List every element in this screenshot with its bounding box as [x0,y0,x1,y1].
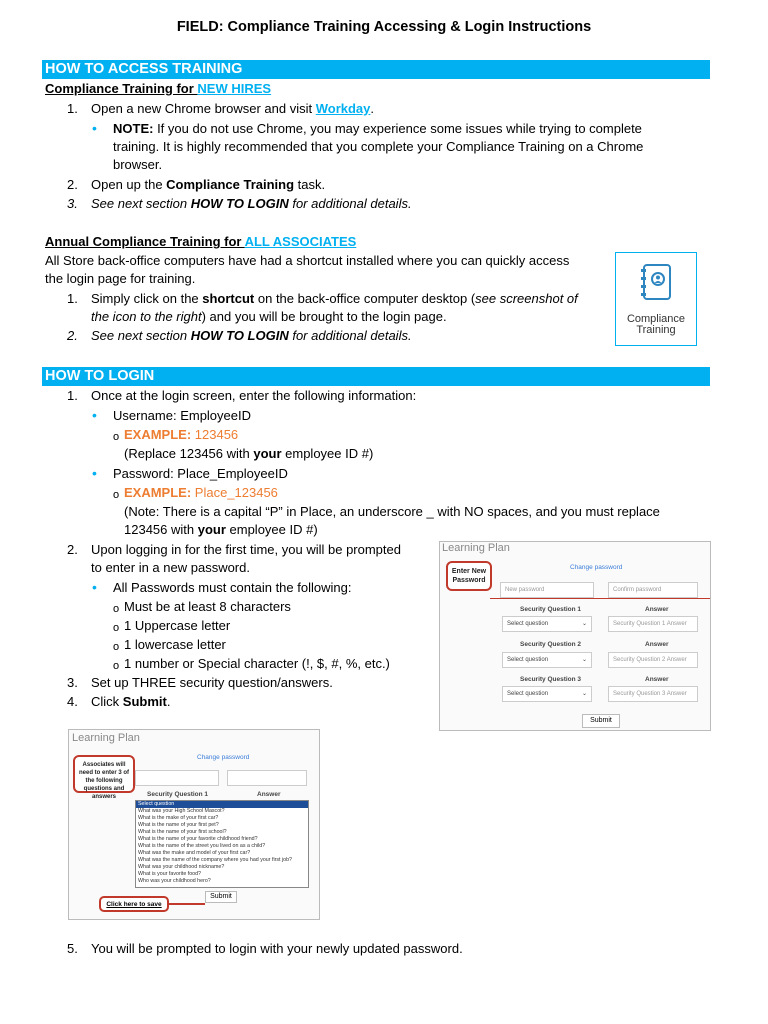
login-step-5-num: 5. [67,941,78,956]
change-password-label: Change password [570,564,623,571]
change-password-label: Change password [197,754,250,761]
password-note-2: 123456 with your employee ID #) [124,522,318,537]
login-step-3-text: Set up THREE security question/answers. [91,675,333,690]
bullet-icon: • [92,579,97,595]
question-2-select[interactable]: Select question ⌄ [502,652,592,668]
password-rules-heading: All Passwords must contain the following: [113,580,352,595]
step-1-text: Open a new Chrome browser and visit Workday. [91,101,375,116]
question-option[interactable]: What was the make and model of your first car? [138,850,251,856]
confirm-password-field[interactable] [227,770,307,786]
change-password-screenshot [439,541,711,731]
login-step-4-num: 4. [67,694,78,709]
bullet-icon: • [92,120,97,136]
question-option[interactable]: What is the name of your favorite childhood friend? [138,836,258,842]
confirm-password-field[interactable]: Confirm password [608,582,698,598]
question-option[interactable]: Who was your childhood hero? [138,878,211,884]
learning-plan-title: Learning Plan [72,732,140,744]
annual-line-1: All Store back-office computers have had a shortcut installed where you can quickly access [45,253,570,268]
answer-2-field[interactable]: Security Question 2 Answer [608,652,698,668]
login-step-2-num: 2. [67,542,78,557]
answer-3-label: Answer [645,676,669,683]
compliance-training-shortcut[interactable] [615,252,697,346]
section-header-access: HOW TO ACCESS TRAINING [42,60,710,79]
answer-label: Answer [257,791,281,798]
new-hires-heading: Compliance Training for NEW HIRES [45,81,272,96]
rule-4: 1 number or Special character (!, $, #, %, etc.) [124,656,390,671]
all-associates-link[interactable]: ALL ASSOCIATES [244,234,357,249]
sub-bullet: o [113,660,120,672]
bullet-icon: • [92,465,97,481]
annual-line-2: the login page for training. [45,271,196,286]
new-hires-link[interactable]: NEW HIRES [197,81,272,96]
question-option[interactable]: What is your favorite food? [138,871,202,877]
workday-link[interactable]: Workday [315,101,371,116]
security-questions-screenshot [68,729,320,920]
new-password-field[interactable] [135,770,219,786]
shortcut-label: Compliance Training [626,313,686,336]
a-step-1-num: 1. [67,291,78,306]
answer-2-label: Answer [645,641,669,648]
password-example: EXAMPLE: Place_123456 [124,485,278,500]
note-line-3: browser. [113,157,163,172]
submit-button[interactable]: Submit [582,714,620,728]
step-1: 1. [67,101,78,116]
new-password-field[interactable]: New password [500,582,594,598]
answer-1-label: Answer [645,606,669,613]
questions-callout: Associates will need to enter 3 of the following questions and answers [73,755,135,793]
bullet-icon: • [92,407,97,423]
answer-1-field[interactable]: Security Question 1 Answer [608,616,698,632]
sub-bullet: o [113,431,120,443]
question-option[interactable]: What is the name of your first pet? [138,822,219,828]
answer-3-field[interactable]: Security Question 3 Answer [608,686,698,702]
login-step-5-text: You will be prompted to login with your newly updated password. [91,941,463,956]
step-2-text: Open up the Compliance Training task. [91,177,326,192]
question-1-label: Security Question 1 [520,606,582,613]
question-2-label: Security Question 2 [520,641,582,648]
username-example: EXAMPLE: 123456 [124,427,239,442]
question-option[interactable]: What was your childhood nickname? [138,864,225,870]
question-option[interactable]: What is the name of the street you lived on as a child? [138,843,266,849]
sub-bullet: o [113,603,120,615]
password-note-1: (Note: There is a capital “P” in Place, an underscore _ with NO spaces, and you must replace [124,504,660,519]
page-title: FIELD: Compliance Training Accessing & Login Instructions [176,19,592,35]
arrow-line [169,903,205,905]
question-dropdown-list[interactable] [135,800,309,888]
step-3-num: 3. [67,196,78,211]
section-header-login: HOW TO LOGIN [42,367,710,386]
learning-plan-title: Learning Plan [442,542,510,554]
question-option[interactable]: What was the name of the company where you had your first job? [138,857,292,863]
login-step-2-line-2: to enter in a new password. [91,560,250,575]
question-option[interactable]: What is the name of your first school? [138,829,227,835]
highlight-line [490,598,710,599]
username-replace: (Replace 123456 with your employee ID #) [124,446,374,461]
login-step-3-num: 3. [67,675,78,690]
step-3-text: See next section HOW TO LOGIN for additional details. [91,196,412,211]
username-line: Username: EmployeeID [113,408,251,423]
a-step-1-text: Simply click on the shortcut on the back-office computer desktop (see screenshot of [91,291,578,306]
login-step-4-text: Click Submit. [91,694,171,709]
a-step-2-num: 2. [67,328,78,343]
book-icon [640,263,674,301]
enter-password-callout: Enter New Password [446,561,492,591]
a-step-2-text: See next section HOW TO LOGIN for additional details. [91,328,412,343]
a-step-1-text-2: the icon to the right) and you will be brought to the login page. [91,309,447,324]
rule-1: Must be at least 8 characters [124,599,291,614]
sub-bullet: o [113,641,120,653]
note-line-2: training. It is highly recommended that you complete your Compliance Training on a Chrome [113,139,644,154]
question-option[interactable]: What is the make of your first car? [138,815,219,821]
login-step-2-line-1: Upon logging in for the first time, you will be prompted [91,542,401,557]
rule-2: 1 Uppercase letter [124,618,231,633]
question-1-label: Security Question 1 [147,791,209,798]
login-step-1-num: 1. [67,388,78,403]
sub-bullet: o [113,622,120,634]
password-line: Password: Place_EmployeeID [113,466,288,481]
question-option[interactable]: Select question [136,801,308,808]
question-option[interactable]: What was your High School Mascot? [138,808,225,814]
submit-button[interactable]: Submit [205,891,237,903]
question-3-select[interactable]: Select question ⌄ [502,686,592,702]
annual-heading: Annual Compliance Training for ALL ASSOCIATES [45,234,357,249]
login-step-1-text: Once at the login screen, enter the following information: [91,388,417,403]
sub-bullet: o [113,489,120,501]
question-1-select[interactable]: Select question ⌄ [502,616,592,632]
step-2-num: 2. [67,177,78,192]
rule-3: 1 lowercase letter [124,637,226,652]
question-3-label: Security Question 3 [520,676,582,683]
note-line-1: NOTE: If you do not use Chrome, you may experience some issues while trying to complete [113,121,642,136]
click-to-save-callout: Click here to save [99,896,169,912]
